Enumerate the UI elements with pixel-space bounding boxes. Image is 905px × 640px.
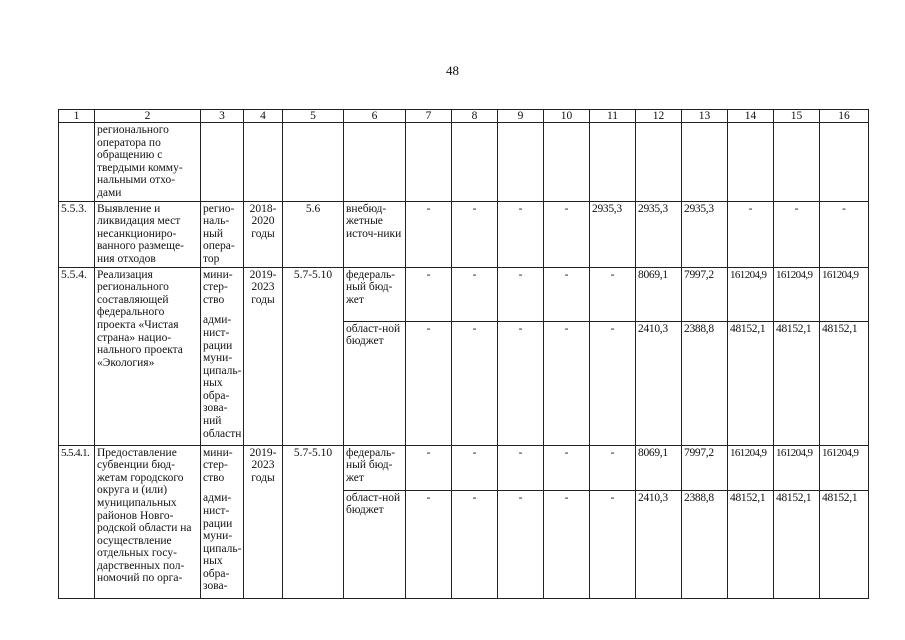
cell-value: - — [820, 201, 869, 267]
cell-value: - — [498, 490, 544, 598]
header-cell: 4 — [244, 110, 283, 123]
cell-code: 5.5.4.1. — [59, 445, 95, 598]
header-cell: 1 — [59, 110, 95, 123]
cell-value: 161204,9 — [728, 267, 774, 321]
cell-value: 2410,3 — [636, 321, 682, 445]
cell-value: - — [544, 267, 590, 321]
cell-value — [590, 123, 636, 202]
cell-value: - — [590, 445, 636, 490]
cell-source: област-ной бюджет — [344, 321, 406, 445]
header-cell: 3 — [201, 110, 244, 123]
page-number: 48 — [446, 63, 459, 78]
cell-value: 48152,1 — [774, 321, 820, 445]
cell-value: 161204,9 — [820, 267, 869, 321]
header-cell: 14 — [728, 110, 774, 123]
cell-value — [452, 123, 498, 202]
cell-value: - — [728, 201, 774, 267]
cell-value: - — [498, 445, 544, 490]
header-cell: 8 — [452, 110, 498, 123]
header-cell: 7 — [406, 110, 452, 123]
cell-period: 2019-2023 годы — [244, 267, 283, 445]
cell-value: - — [774, 201, 820, 267]
cell-value: - — [498, 267, 544, 321]
cell-value: - — [498, 201, 544, 267]
cell-source: федераль-ный бюд-жет — [344, 267, 406, 321]
cell-executor — [201, 445, 244, 598]
cell-value: - — [406, 321, 452, 445]
cell-target: 5.7-5.10 — [283, 267, 344, 445]
header-cell: 6 — [344, 110, 406, 123]
header-cell: 15 — [774, 110, 820, 123]
cell-value — [406, 123, 452, 202]
header-cell: 13 — [682, 110, 728, 123]
cell-source — [344, 123, 406, 202]
cell-target: 5.6 — [283, 201, 344, 267]
cell-value: 161204,9 — [774, 267, 820, 321]
table-row — [59, 201, 869, 267]
cell-name: Выявление и ликвидация мест несанкциониро-ванного размеще-ния отходов — [95, 201, 201, 267]
header-cell: 16 — [820, 110, 869, 123]
cell-value — [774, 123, 820, 202]
cell-value: 161204,9 — [820, 445, 869, 490]
cell-source: област-ной бюджет — [344, 490, 406, 598]
cell-value: 48152,1 — [820, 321, 869, 445]
cell-value: - — [590, 267, 636, 321]
cell-value: - — [452, 445, 498, 490]
table-row — [59, 445, 869, 490]
cell-value: - — [452, 267, 498, 321]
header-cell: 5 — [283, 110, 344, 123]
cell-name: Предоставление субвенции бюд-жетам городского округа и (или) муниципальных районов Новго-родской области на осуществление отдельных госу-дарственных пол-номочий по орга- — [95, 445, 201, 598]
executor-line: адми-нист-рации муни-ципаль-ных обра-зова- — [203, 492, 242, 593]
cell-name: Реализация регионального составляющей федерального проекта «Чистая страна» нацио-нального проекта «Экология» — [95, 267, 201, 445]
cell-value: - — [452, 201, 498, 267]
cell-target — [283, 123, 344, 202]
table-row — [59, 267, 869, 321]
table-row — [59, 123, 869, 202]
cell-value: 161204,9 — [728, 445, 774, 490]
cell-value: 2935,3 — [682, 201, 728, 267]
header-cell: 10 — [544, 110, 590, 123]
executor-line: адми-нист-рации муни-ципаль-ных обра-зова-ний областн — [203, 314, 242, 440]
cell-value — [682, 123, 728, 202]
cell-executor: регио-наль-ный опера-тор — [201, 201, 244, 267]
cell-value: 161204,9 — [774, 445, 820, 490]
cell-value: - — [406, 490, 452, 598]
cell-value: 2410,3 — [636, 490, 682, 598]
cell-value: 48152,1 — [728, 321, 774, 445]
cell-name: регионального оператора по обращению с твердыми комму-нальными отхо-дами — [95, 123, 201, 202]
cell-value: - — [406, 445, 452, 490]
cell-value: 48152,1 — [774, 490, 820, 598]
cell-value — [820, 123, 869, 202]
header-cell: 12 — [636, 110, 682, 123]
cell-code: 5.5.4. — [59, 267, 95, 445]
cell-value: - — [498, 321, 544, 445]
cell-period — [244, 123, 283, 202]
cell-executor — [201, 123, 244, 202]
cell-code — [59, 123, 95, 202]
cell-value: - — [452, 321, 498, 445]
cell-value: - — [544, 201, 590, 267]
cell-value: 7997,2 — [682, 445, 728, 490]
cell-value: 2935,3 — [590, 201, 636, 267]
cell-value: 2388,8 — [682, 321, 728, 445]
cell-value — [728, 123, 774, 202]
cell-code: 5.5.3. — [59, 201, 95, 267]
cell-value: - — [590, 490, 636, 598]
cell-value: 7997,2 — [682, 267, 728, 321]
cell-value: 48152,1 — [820, 490, 869, 598]
cell-target: 5.7-5.10 — [283, 445, 344, 598]
header-cell: 2 — [95, 110, 201, 123]
cell-value: 48152,1 — [728, 490, 774, 598]
cell-value: - — [452, 490, 498, 598]
cell-period: 2019-2023 годы — [244, 445, 283, 598]
cell-value: - — [544, 490, 590, 598]
cell-value: 8069,1 — [636, 445, 682, 490]
program-table — [58, 109, 869, 599]
cell-value: - — [544, 445, 590, 490]
cell-value: 2388,8 — [682, 490, 728, 598]
cell-value — [636, 123, 682, 202]
cell-value: 8069,1 — [636, 267, 682, 321]
cell-executor — [201, 267, 244, 445]
executor-line: мини-стер-ство — [203, 446, 233, 484]
header-row — [59, 110, 869, 123]
header-cell: 11 — [590, 110, 636, 123]
cell-value — [544, 123, 590, 202]
cell-source: федераль-ный бюд-жет — [344, 445, 406, 490]
cell-period: 2018-2020 годы — [244, 201, 283, 267]
cell-value: - — [590, 321, 636, 445]
cell-value: - — [544, 321, 590, 445]
header-cell: 9 — [498, 110, 544, 123]
cell-value: - — [406, 201, 452, 267]
cell-source: внебюд-жетные источ-ники — [344, 201, 406, 267]
cell-value — [498, 123, 544, 202]
executor-line: мини-стер-ство — [203, 268, 233, 306]
cell-value: - — [406, 267, 452, 321]
cell-value: 2935,3 — [636, 201, 682, 267]
